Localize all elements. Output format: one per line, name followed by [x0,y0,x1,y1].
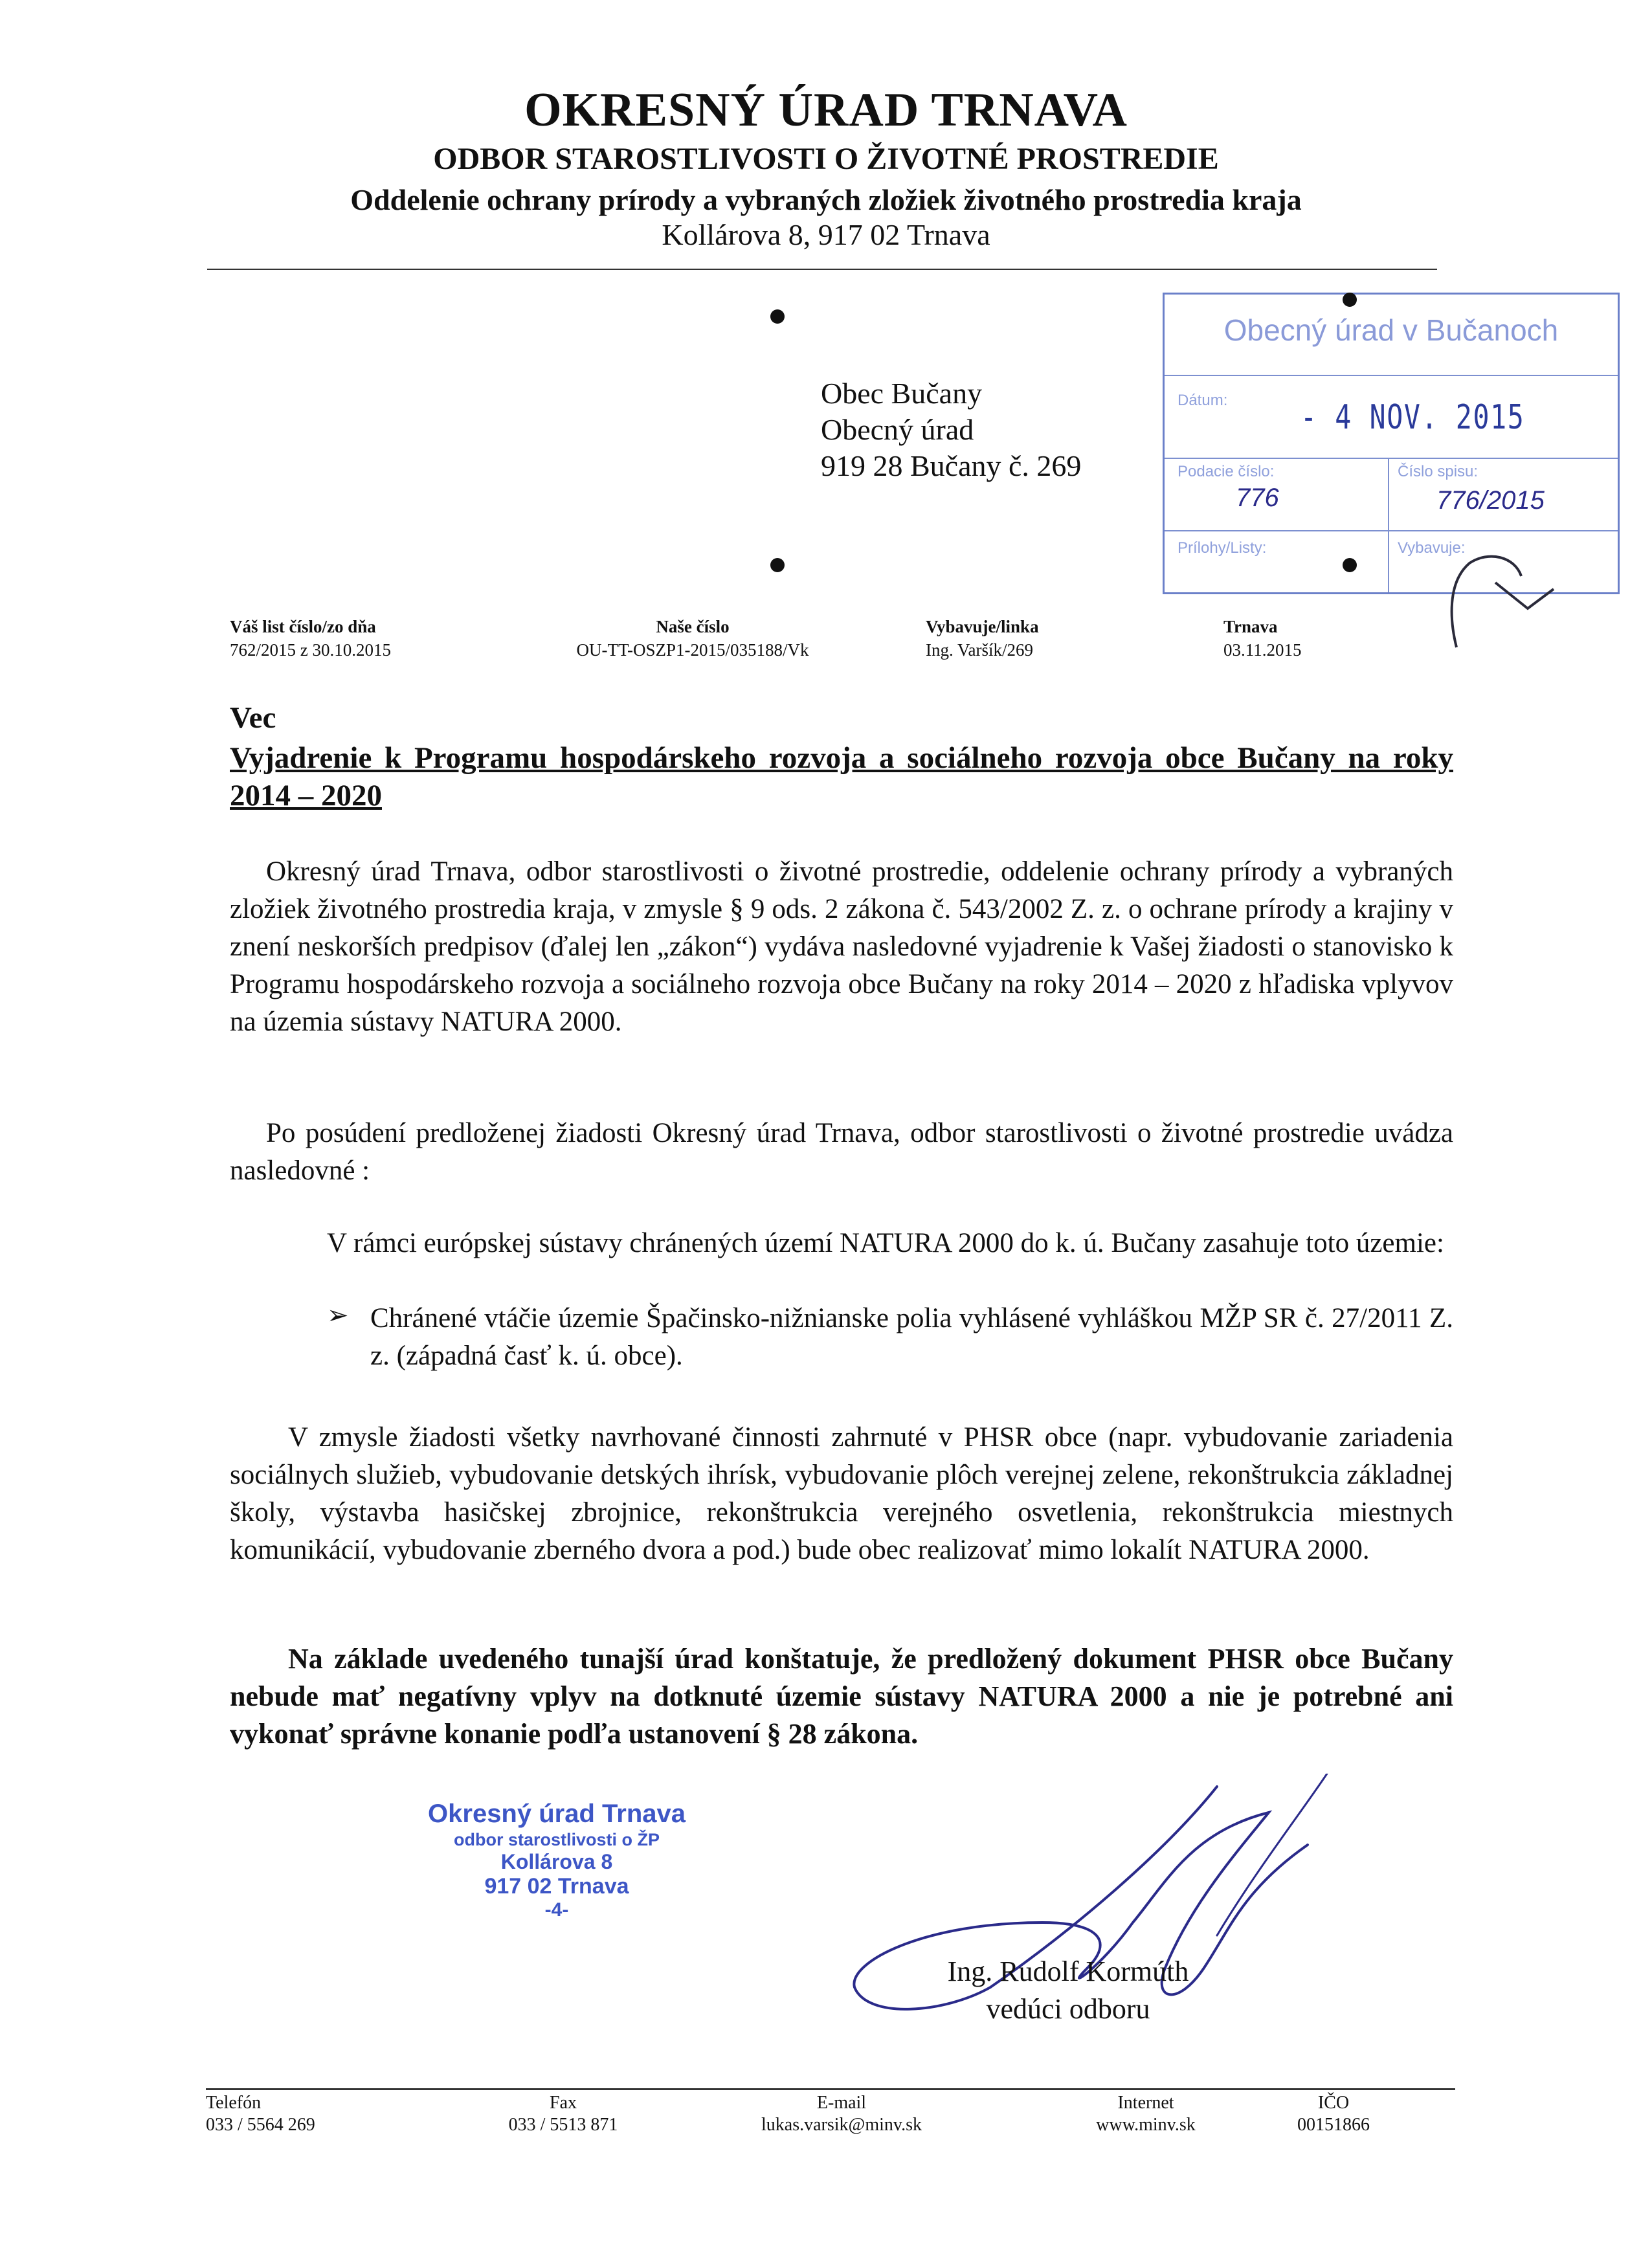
place-label: Trnava [1223,617,1278,636]
subject-label: Vec [230,701,276,735]
official-stamp-line: -4- [544,1899,569,1921]
office-address: Kollárova 8, 917 02 Trnava [662,218,990,251]
footer-phone-label: Telefón [206,2093,262,2113]
conclusion-paragraph: Na základe uvedeného tunajší úrad konštatuje, že predložený dokument PHSR obce Bučany nebude mať negatívny vplyv na dotknuté územie sústavy NATURA 2000 a nie je potrebné ani vykonať správne konanie podľa ustanovení § 28 zákona. [230,1643,1453,1750]
recipient-address [821,375,1081,484]
body-paragraph: V zmysle žiadosti všetky navrhované činnosti zahrnuté v PHSR obce (napr. vybudovanie zariadenia sociálnych služieb, vybudovanie detských ihrísk, vybudovanie plôch verejnej zelene, rekonštrukcia základnej školy, výstavba hasičskej zbrojnice, rekonštrukcia verejného osvetlenia, rekonštrukcia miestnych komunikácií, vybudovanie zberného dvora a pod.) bude obec realizovať mimo lokalít NATURA 2000. [230,1422,1453,1565]
signatory-role: vedúci odboru [986,1993,1150,2025]
footer-ico-label: IČO [1317,2093,1350,2113]
recipient-line: Obecný úrad [821,413,974,446]
office-title: OKRESNÝ ÚRAD TRNAVA [524,84,1128,137]
official-stamp [401,1800,712,1921]
punch-hole [770,309,785,324]
official-stamp-line: Kollárova 8 [500,1850,613,1873]
punch-hole [1343,293,1357,307]
footer-email [699,2092,984,2136]
stamp-attachments-label: Prílohy/Listy: [1178,539,1267,557]
body-paragraph: V rámci európskej sústavy chránených území NATURA 2000 do k. ú. Bučany zasahuje toto územie: [327,1228,1444,1258]
footer-internet-value: www.minv.sk [1096,2115,1196,2135]
punch-hole [770,558,785,572]
official-stamp-line: odbor starostlivosti o ŽP [453,1830,660,1849]
your-letter-reference [230,615,391,662]
footer-fax-value: 033 / 5513 871 [508,2115,618,2135]
handler-initials-mark [1444,544,1560,660]
footer-fax [466,2092,660,2136]
stamp-divider [1165,375,1618,376]
footer-email-label: E-mail [816,2093,867,2113]
recipient-line: 919 28 Bučany č. 269 [821,449,1082,482]
your-letter-value: 762/2015 z 30.10.2015 [230,640,391,660]
footer-divider [206,2088,1455,2090]
stamp-divider [1388,458,1389,592]
letter-date: 03.11.2015 [1223,640,1302,660]
official-stamp-line: 917 02 Trnava [484,1874,629,1899]
footer-phone-value: 033 / 5564 269 [206,2115,315,2135]
footer-ico-value: 00151866 [1297,2115,1370,2135]
section-name: Oddelenie ochrany prírody a vybraných zložiek životného prostredia kraja [350,183,1302,216]
date-place-reference [1223,615,1302,662]
footer-email-value: lukas.varsik@minv.sk [761,2115,922,2135]
footer-internet [1062,2092,1230,2136]
our-number-value: OU-TT-OSZP1-2015/035188/Vk [576,640,809,660]
signatory-name: Ing. Rudolf Kormúth [947,1956,1189,1987]
header-divider [207,269,1437,270]
registry-stamp-title: Obecný úrad v Bučanoch [1223,313,1559,347]
stamp-file-number-value: 776/2015 [1436,486,1545,515]
body-paragraph: Okresný úrad Trnava, odbor starostlivosti o životné prostredie, oddelenie ochrany prírody a vybraných zložiek životného prostredia kraja, v zmysle § 9 ods. 2 zákona č. 543/2002 Z. z. o ochrane prírody a krajiny v znení neskorších predpisov (ďalej len „zákon“) vydáva nasledovné vyjadrenie k Vašej žiadosti o stanovisko k Programu hospodárskeho rozvoja a sociálneho rozvoja obce Bučany na roky 2014 – 2020 z hľadiska vplyvov na územia sústavy NATURA 2000. [230,856,1453,1037]
stamp-file-number-label: Číslo spisu: [1398,463,1479,480]
our-number-reference [531,615,854,662]
official-stamp-line: Okresný úrad Trnava [428,1800,686,1828]
handler-value: Ing. Varšík/269 [926,640,1033,660]
department-name: ODBOR STAROSTLIVOSTI O ŽIVOTNÉ PROSTREDIE [433,142,1219,176]
footer-internet-label: Internet [1117,2093,1174,2113]
our-number-label: Naše číslo [656,617,730,636]
bullet-item: Chránené vtáčie územie Špačinsko-nižnianske polia vyhlásené vyhláškou MŽP SR č. 27/2011 Z. z. (západná časť k. ú. obce). [370,1303,1453,1371]
footer-phone [206,2092,315,2136]
footer-fax-label: Fax [550,2093,577,2113]
punch-hole [1343,558,1357,572]
handler-label: Vybavuje/linka [926,617,1039,636]
bullet-arrow-icon: ➢ [327,1300,349,1330]
handler-reference [926,615,1039,662]
stamp-divider [1165,530,1618,531]
recipient-line: Obec Bučany [821,377,983,410]
stamp-handler-label: Vybavuje: [1398,539,1466,557]
stamp-divider [1165,458,1618,459]
body-paragraph: Po posúdení predloženej žiadosti Okresný úrad Trnava, odbor starostlivosti o životné prostredie uvádza nasledovné : [230,1118,1453,1186]
footer-ico [1269,2092,1398,2136]
stamp-date-value: - 4 NOV. 2015 [1300,398,1525,437]
stamp-filing-number-label: Podacie číslo: [1178,463,1275,480]
stamp-filing-number-value: 776 [1236,484,1279,512]
stamp-date-label: Dátum: [1178,392,1228,409]
subject-text: Vyjadrenie k Programu hospodárskeho rozvoja a sociálneho rozvoja obce Bučany na roky 2014 – 2020 [230,741,1453,812]
your-letter-label: Váš list číslo/zo dňa [230,617,376,636]
